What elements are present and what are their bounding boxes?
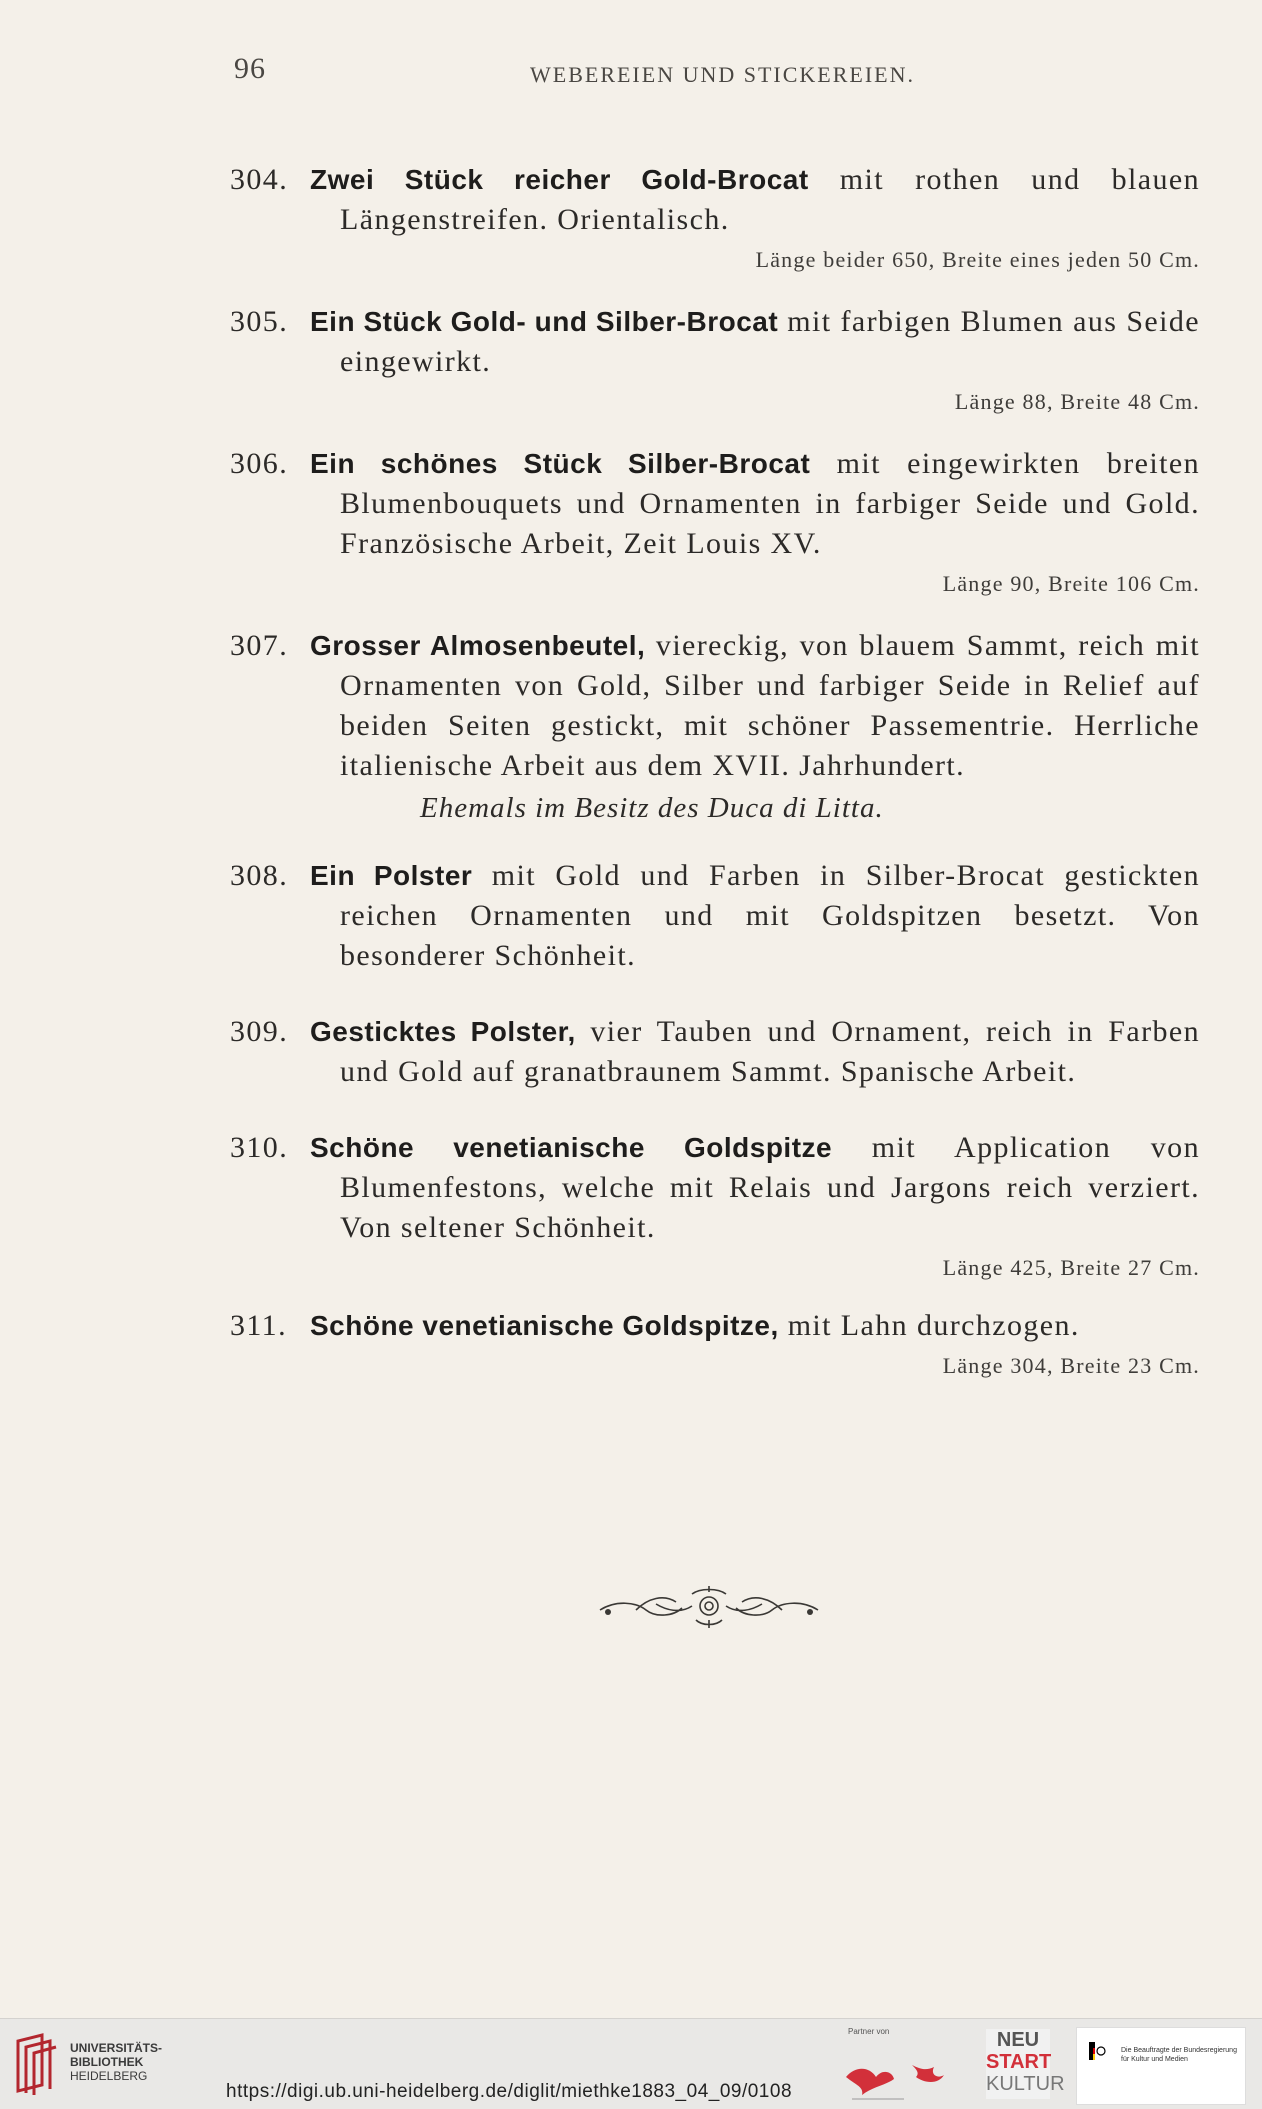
partner-label: Partner von bbox=[848, 2027, 890, 2036]
entry-title: Schöne venetianische Goldspitze bbox=[310, 1132, 833, 1163]
catalogue-entry bbox=[230, 1012, 1200, 1092]
entry-text: mit farbigen Blumen aus Seide eingewirkt. bbox=[340, 305, 1200, 378]
entry-text: mit Application von Blumenfestons, welche mit Relais und Jargons reich verziert. Von seltener Schönheit. bbox=[340, 1131, 1200, 1244]
entry-number: 310. bbox=[230, 1131, 289, 1164]
entry-title: Ein schönes Stück Silber-Brocat bbox=[310, 448, 811, 479]
entry-dimensions: Länge 304, Breite 23 Cm. bbox=[942, 1353, 1200, 1378]
entry-number: 309. bbox=[230, 1015, 289, 1048]
entry-title: Zwei Stück reicher Gold-Brocat bbox=[310, 164, 809, 195]
catalogue-entry bbox=[230, 444, 1200, 600]
library-name-line: HEIDELBERG bbox=[70, 2069, 148, 2083]
entry-number: 307. bbox=[230, 629, 289, 662]
page-number: 96 bbox=[234, 52, 266, 85]
ornament-flourish-icon bbox=[596, 1580, 822, 1632]
university-library-logo-icon[interactable] bbox=[12, 2031, 60, 2097]
entry-number: 306. bbox=[230, 447, 289, 480]
catalogue-entry bbox=[230, 856, 1200, 976]
library-name-line: BIBLIOTHEK bbox=[70, 2055, 144, 2069]
catalogue-entry bbox=[230, 1306, 1200, 1382]
neustart-kultur-text: KULTUR bbox=[986, 2073, 1065, 2095]
entry-text: viereckig, von blauem Sammt, reich mit Ornamenten von Gold, Silber und farbiger Seide in Relief auf beiden Seiten gestickt, mit schöner Passementrie. Herrliche italienische Arbeit aus dem XVII. Jahrhundert. bbox=[340, 629, 1200, 782]
federal-commissioner-logo[interactable] bbox=[1076, 2027, 1246, 2105]
catalogue-entry bbox=[230, 1128, 1200, 1284]
partner-birds-logo-icon[interactable] bbox=[842, 2055, 962, 2103]
catalogue-entry bbox=[230, 626, 1200, 830]
library-name[interactable] bbox=[70, 2041, 162, 2083]
entry-text: mit Lahn durchzogen. bbox=[778, 1309, 1080, 1342]
catalogue-entry bbox=[230, 302, 1200, 418]
running-title: WEBEREIEN UND STICKEREIEN. bbox=[530, 62, 916, 87]
entry-number: 304. bbox=[230, 163, 289, 196]
entry-title: Grosser Almosenbeutel, bbox=[310, 630, 646, 661]
entry-dimensions: Länge 425, Breite 27 Cm. bbox=[942, 1255, 1200, 1280]
page-header bbox=[0, 52, 1262, 92]
entry-text: vier Tauben und Ornament, reich in Farben und Gold auf granatbraunem Sammt. Spanische Arbeit. bbox=[340, 1015, 1201, 1088]
entry-number: 308. bbox=[230, 859, 289, 892]
neustart-start-text: START bbox=[986, 2051, 1052, 2073]
catalogue-entry bbox=[230, 160, 1200, 276]
entry-text: mit rothen und blauen Längenstreifen. Orientalisch. bbox=[340, 163, 1200, 236]
federal-eagle-flag-icon bbox=[1089, 2042, 1107, 2060]
entry-number: 305. bbox=[230, 305, 289, 338]
library-name-line: UNIVERSITÄTS- bbox=[70, 2041, 163, 2055]
viewer-footer bbox=[0, 2018, 1262, 2109]
entry-text: mit eingewirkten breiten Blumenbouquets und Ornamenten in farbiger Seide und Gold. Französische Arbeit, Zeit Louis XV. bbox=[340, 447, 1200, 560]
entry-dimensions: Länge 88, Breite 48 Cm. bbox=[954, 389, 1200, 414]
neustart-kultur-logo[interactable] bbox=[986, 2029, 1065, 2099]
entry-dimensions: Länge beider 650, Breite eines jeden 50 Cm. bbox=[755, 247, 1200, 272]
entry-title: Gesticktes Polster, bbox=[310, 1016, 576, 1047]
federal-commissioner-text: Die Beauftragte der Bundesregierung für Kultur und Medien bbox=[1121, 2047, 1237, 2063]
entry-title: Ein Stück Gold- und Silber-Brocat bbox=[310, 306, 779, 337]
entry-provenance: Ehemals im Besitz des Duca di Litta. bbox=[420, 792, 884, 824]
entry-text: mit Gold und Farben in Silber-Brocat gestickten reichen Ornamenten und mit Goldspitzen besetzt. Von besonderer Schönheit. bbox=[340, 859, 1200, 972]
neustart-neu-text: NEU bbox=[996, 2029, 1040, 2051]
catalogue-entries bbox=[230, 160, 1200, 1382]
entry-dimensions: Länge 90, Breite 106 Cm. bbox=[942, 571, 1200, 596]
entry-title: Schöne venetianische Goldspitze, bbox=[310, 1310, 779, 1341]
entry-number: 311. bbox=[230, 1309, 287, 1342]
permalink-url[interactable]: https://digi.ub.uni-heidelberg.de/diglit/miethke1883_04_09/0108 bbox=[226, 2081, 793, 2102]
entry-title: Ein Polster bbox=[310, 860, 473, 891]
